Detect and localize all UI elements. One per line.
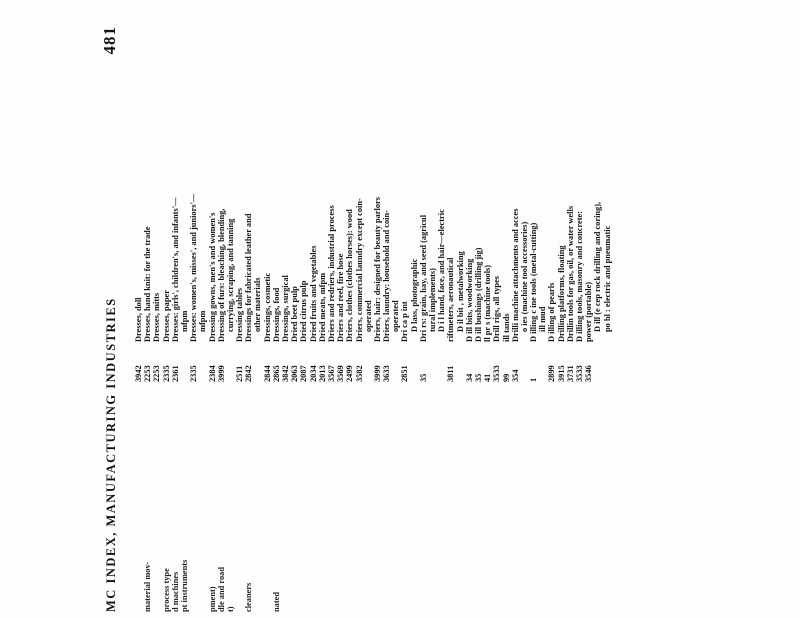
- index-entry: [492, 12, 501, 612]
- index-entry: [217, 12, 226, 612]
- index-entry: [263, 12, 272, 612]
- sic-code: 35: [418, 373, 428, 382]
- index-entry: [566, 12, 575, 612]
- sic-code: 3842: [281, 365, 290, 382]
- index-entry: [511, 12, 520, 612]
- index-entry: [189, 12, 198, 612]
- index-entry: [538, 12, 547, 612]
- sic-code: 2253: [152, 365, 162, 382]
- sic-code: 3569: [336, 365, 346, 382]
- sic-code: 3633: [382, 365, 392, 382]
- index-entry: [327, 12, 336, 612]
- prev-column-fragment: dle and road: [216, 567, 226, 612]
- index-entry: [290, 12, 299, 612]
- index-entry: [593, 12, 602, 612]
- sic-code: 2335: [189, 365, 199, 382]
- industry-term: Dresses: women's, misses', and juniors'—: [189, 193, 199, 342]
- industry-term: D illing c ine tools (metal-cutting): [529, 222, 539, 342]
- index-entry: [171, 12, 180, 612]
- page-number: 481: [100, 26, 119, 55]
- industry-term: D il bit , metalworking: [455, 251, 465, 332]
- sic-code: 99: [501, 373, 511, 382]
- index-entry: [391, 12, 400, 612]
- sic-code: 3942: [134, 365, 143, 382]
- sic-code: 3731: [565, 365, 575, 382]
- industry-term: Driers and redriers, industrial process: [326, 205, 336, 342]
- index-entry: [557, 12, 566, 612]
- industry-term: currying, scraping, and tanning: [225, 218, 235, 332]
- index-entry: [281, 12, 290, 612]
- index-entry: [520, 12, 529, 612]
- industry-term: riftmeters, aeronautical: [446, 257, 456, 342]
- industry-term: Drilling platforms, floating: [556, 245, 566, 342]
- index-entry: [180, 12, 189, 612]
- sic-code: 34: [464, 373, 474, 382]
- sic-code: 3582: [354, 365, 364, 382]
- industry-term: Driers, clothes (clothes horses): wood: [345, 209, 355, 342]
- industry-term: power (portable): [584, 281, 594, 342]
- sic-code: 35: [473, 373, 483, 382]
- industry-term: operated: [391, 300, 401, 332]
- sic-code: 2034: [308, 365, 318, 382]
- sic-code: 2335: [161, 365, 171, 382]
- industry-term: Driers and reel, fire hose: [336, 253, 346, 342]
- sic-code: 3915: [556, 365, 566, 382]
- sic-code: 354: [510, 369, 520, 382]
- industry-term: Dressings for fabricated leather and: [244, 213, 254, 342]
- index-entry: [272, 12, 281, 612]
- sic-code: 2851: [400, 365, 410, 382]
- industry-term: Dressings, cosmetic: [262, 272, 272, 342]
- prev-column-fragment: pment): [207, 586, 217, 612]
- industry-term: Drilli machine attachments and acces: [510, 208, 520, 342]
- industry-term: Dresses, paper: [161, 290, 171, 342]
- industry-term: Dresses, doll: [134, 297, 143, 342]
- index-entry: [226, 12, 235, 612]
- industry-term: D i l hand, face, and hair—electric: [437, 209, 447, 332]
- index-entry: [410, 12, 419, 612]
- prev-column-fragment: material mov-: [143, 561, 153, 612]
- sic-code: 1: [529, 377, 539, 382]
- industry-term: D lass, photographic: [409, 258, 419, 332]
- industry-term: mfpm: [198, 310, 208, 332]
- industry-term: other materials: [253, 277, 263, 332]
- industry-term: po bl : electric and pneumatic: [602, 225, 612, 332]
- index-entry: [437, 12, 446, 612]
- industry-term: Dressing tables: [235, 287, 245, 342]
- index-entry: [584, 12, 593, 612]
- index-entry: [364, 12, 373, 612]
- industry-term: Dried meats, mfpm: [317, 272, 327, 342]
- index-entries: [134, 12, 612, 612]
- sic-code: 2842: [244, 365, 254, 382]
- index-entry: [502, 12, 511, 612]
- index-entry: [483, 12, 492, 612]
- sic-code: 2253: [143, 365, 153, 382]
- prev-column-fragment: nated: [271, 591, 281, 612]
- index-entry: [400, 12, 409, 612]
- index-entry: [152, 12, 161, 612]
- sic-code: 2865: [271, 365, 281, 382]
- index-entry: [355, 12, 364, 612]
- sic-code: 3999: [216, 365, 226, 382]
- sic-code: 2087: [299, 365, 309, 382]
- industry-term: Dri rs: grain, hay, and seed (agricul: [418, 214, 428, 342]
- index-entry: [529, 12, 538, 612]
- industry-term: ill mud: [538, 306, 548, 332]
- industry-term: Drillin tools for gas, oil, or water wells: [565, 205, 575, 342]
- industry-term: Dresses, mitts: [152, 292, 162, 342]
- index-entry: [382, 12, 391, 612]
- index-entry: [208, 12, 217, 612]
- sic-code: 2899: [547, 365, 557, 382]
- index-entry: [465, 12, 474, 612]
- industry-term: operated: [363, 300, 373, 332]
- index-entry: [456, 12, 465, 612]
- index-entry: [547, 12, 556, 612]
- sic-code: 3533: [492, 365, 502, 382]
- index-entry: [309, 12, 318, 612]
- industry-term: Dressing of furs: bleaching, blending,: [216, 208, 226, 342]
- sic-code: 2384: [207, 365, 217, 382]
- rotated-index-page: [100, 12, 612, 612]
- prev-column-fragment: d machines: [170, 571, 180, 612]
- sic-code: 2844: [262, 365, 272, 382]
- index-entry: [474, 12, 483, 612]
- industry-term: D illing tools, masonry and concrete:: [575, 210, 584, 342]
- sic-code: 3811: [446, 365, 456, 382]
- index-entry: [143, 12, 152, 612]
- sic-code: 3567: [326, 365, 336, 382]
- industry-term: Dried beet pulp: [290, 286, 300, 342]
- industry-term: Dressing gowns, men's and women's: [207, 212, 217, 342]
- index-entry: [373, 12, 382, 612]
- industry-term: ill tands: [501, 313, 511, 342]
- industry-term: Drill rigs, all types: [492, 275, 502, 342]
- industry-term: Dried fruits and vegetables: [308, 245, 318, 342]
- sic-code: 2499: [345, 365, 355, 382]
- sic-code: 3546: [584, 365, 594, 382]
- index-entry: [253, 12, 262, 612]
- industry-term: Dried citrus pulp: [299, 280, 309, 342]
- industry-term: Driers, commercial laundry except coin-: [354, 198, 364, 342]
- index-entry: [336, 12, 345, 612]
- industry-term: Dresses, hand knit: for the trade: [143, 226, 153, 342]
- industry-term: Dresses: girls', children's, and infants'—: [170, 197, 180, 342]
- sic-code: 2511: [235, 365, 245, 382]
- prev-column-fragment: pt instruments: [179, 559, 189, 612]
- industry-term: D ill bushings (drilling jig): [473, 247, 483, 342]
- index-entry: [244, 12, 253, 612]
- industry-term: D ill bits, woodworking: [464, 258, 474, 342]
- industry-term: ll pr s (machine tools): [483, 264, 493, 342]
- sic-code: 3999: [372, 365, 382, 382]
- index-entry: [603, 12, 612, 612]
- running-head: MC INDEX, MANUFACTURING INDUSTRIES: [104, 297, 118, 612]
- industry-term: tural implements): [428, 268, 437, 332]
- industry-term: Dri ca p int: [400, 301, 410, 342]
- sic-code: 2013: [317, 365, 327, 382]
- industry-term: Dressings, surgical: [281, 275, 290, 342]
- index-entry: [318, 12, 327, 612]
- prev-column-fragment: process type: [161, 568, 171, 612]
- sic-code: 3533: [575, 365, 584, 382]
- industry-term: Dressings, food: [271, 287, 281, 342]
- index-entry: [419, 12, 428, 612]
- sic-code: 2361: [170, 365, 180, 382]
- industry-term: D illing of pearls: [547, 282, 557, 342]
- index-entry: [428, 12, 437, 612]
- industry-term: Driers, hair: designed for beauty parlors: [372, 196, 382, 342]
- index-entry: [446, 12, 455, 612]
- index-entry: [345, 12, 354, 612]
- prev-column-fragment: cleaners: [244, 582, 254, 612]
- index-entry: [235, 12, 244, 612]
- sic-code: 2063: [290, 365, 300, 382]
- sic-code: 41: [483, 373, 493, 382]
- index-entry: [162, 12, 171, 612]
- index-entry: [575, 12, 584, 612]
- page-header: [100, 12, 124, 612]
- industry-term: o ies (machine tool accessories): [519, 221, 529, 332]
- prev-column-fragment: t): [225, 606, 235, 612]
- index-entry: [198, 12, 207, 612]
- industry-term: D ill (e cep rock drilling and coring),: [593, 201, 603, 332]
- index-entry: [299, 12, 308, 612]
- industry-term: Driers, laundry: household and coin-: [382, 210, 392, 342]
- index-entry: [134, 12, 143, 612]
- industry-term: mfpm: [179, 310, 189, 332]
